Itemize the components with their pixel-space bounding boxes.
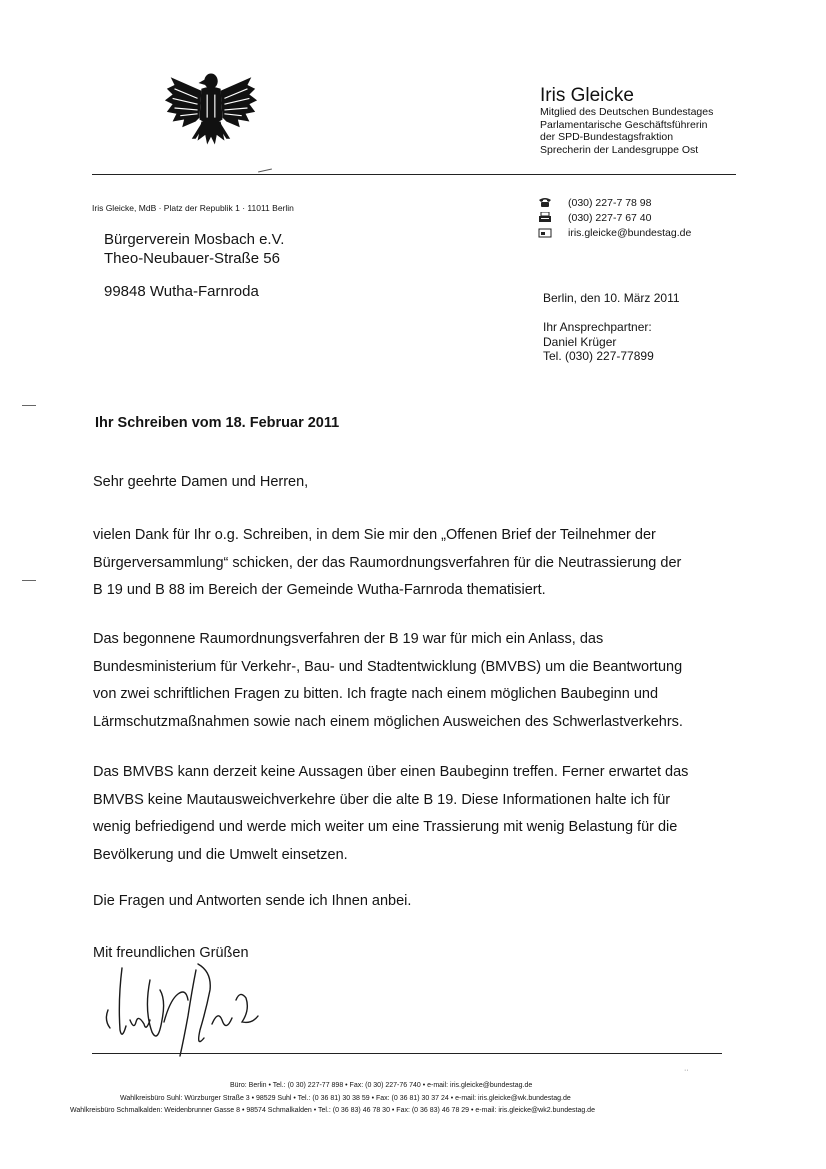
paragraph-line: Bundesministerium für Verkehr-, Bau- und Stadtentwicklung (BMVBS) um die Beantwortung: [93, 658, 683, 675]
sender-title-line: Mitglied des Deutschen Bundestages: [540, 106, 714, 118]
contact-phone-row: [538, 195, 691, 210]
contact-email: iris.gleicke@bundestag.de: [568, 226, 692, 239]
paragraph-line: vielen Dank für Ihr o.g. Schreiben, in dem Sie mir den „Offenen Brief der Teilnehmer der: [93, 527, 656, 543]
paragraph-line: von zwei schriftlichen Fragen zu bitten. Ich fragte nach einem möglichen Baubeginn und: [93, 686, 659, 702]
handwritten-signature: [100, 960, 300, 1060]
footer-line: Büro: Berlin • Tel.: (0 30) 227-77 898 • Fax: (0 30) 227-76 740 • e-mail: iris.gleicke@bundestag.de: [230, 1082, 533, 1089]
sender-name: Iris Gleicke: [540, 85, 634, 106]
scan-mark: [258, 169, 272, 173]
paragraph-line: BMVBS keine Mautausweichverkehre über die alte B 19. Diese Informationen halte ich für: [93, 791, 671, 808]
footer: [70, 1080, 760, 1118]
paragraph-line: Das BMVBS kann derzeit keine Aussagen über einen Baubeginn treffen. Ferner erwartet das: [93, 764, 689, 780]
email-icon: [538, 227, 558, 239]
contact-email-row: [538, 225, 691, 240]
fax-icon: [538, 212, 558, 224]
sender-titles: [540, 106, 713, 156]
header-divider: [92, 174, 736, 175]
sender-title-line: Sprecherin der Landesgruppe Ost: [540, 143, 699, 156]
letter-subject: Ihr Schreiben vom 18. Februar 2011: [95, 415, 340, 431]
contact-block: [538, 195, 691, 240]
sender-title-line: Parlamentarische Geschäftsführerin: [540, 118, 708, 131]
closing: Mit freundlichen Grüßen: [93, 945, 249, 961]
paragraph-2: [93, 626, 683, 736]
contact-person: [543, 320, 654, 364]
paragraph-line: Bevölkerung und die Umwelt einsetzen.: [93, 846, 348, 863]
paragraph-3: [93, 759, 688, 869]
paragraph-4: Die Fragen und Antworten sende ich Ihnen anbei.: [93, 893, 412, 909]
letter-date: Berlin, den 10. März 2011: [543, 291, 680, 305]
federal-eagle-icon: [162, 60, 260, 156]
footer-line: Wahlkreisbüro Suhl: Würzburger Straße 3 • 98529 Suhl • Tel.: (0 36 81) 30 38 59 • Fax: (0 36 81) 30 37 24 • e-mail: iris.gleicke@wk.bundestag.de: [120, 1094, 571, 1102]
paragraph-line: Lärmschutzmaßnahmen sowie nach einem möglichen Ausweichen des Schwerlastverkehrs.: [93, 713, 683, 730]
fold-mark: [22, 405, 36, 406]
paragraph-line: Das begonnene Raumordnungsverfahren der B 19 war für mich ein Anlass, das: [93, 631, 604, 647]
paragraph-line: wenig befriedigend und werde mich weiter um eine Trassierung mit wenig Belastung für die: [93, 819, 678, 835]
contact-person-label: Ihr Ansprechpartner:: [543, 320, 652, 334]
telephone-icon: [538, 197, 558, 209]
salutation: Sehr geehrte Damen und Herren,: [93, 474, 309, 490]
paragraph-line: B 19 und B 88 im Bereich der Gemeinde Wutha-Farnroda thematisiert.: [93, 582, 546, 598]
footer-line: Wahlkreisbüro Schmalkalden: Weidenbrunner Gasse 8 • 98574 Schmalkalden • Tel.: (0 36 83) 46 78 30 • Fax: (0 36 83) 46 78 29 • e-mail: iris.gleicke@wk2.bundestag.de: [70, 1107, 595, 1114]
contact-fax: (030) 227-7 67 40: [568, 211, 652, 224]
recipient-line: Theo-Neubauer-Straße 56: [104, 250, 280, 267]
fold-mark: [22, 580, 36, 581]
recipient-line: Bürgerverein Mosbach e.V.: [104, 231, 285, 248]
return-address: Iris Gleicke, MdB · Platz der Republik 1 · 11011 Berlin: [92, 203, 294, 213]
contact-person-phone: Tel. (030) 227-77899: [543, 349, 654, 363]
scan-mark: ··: [684, 1067, 689, 1074]
sender-title-line: der SPD-Bundestagsfraktion: [540, 131, 674, 143]
recipient-city: 99848 Wutha-Farnroda: [104, 283, 259, 300]
contact-person-name: Daniel Krüger: [543, 334, 617, 349]
contact-fax-row: [538, 210, 691, 225]
paragraph-1: [93, 522, 681, 605]
contact-phone: (030) 227-7 78 98: [568, 196, 652, 209]
paragraph-line: Bürgerversammlung“ schicken, der das Raumordnungsverfahren für die Neutrassierung der: [93, 554, 682, 571]
footer-divider: [92, 1053, 722, 1054]
recipient-address: [104, 230, 284, 301]
